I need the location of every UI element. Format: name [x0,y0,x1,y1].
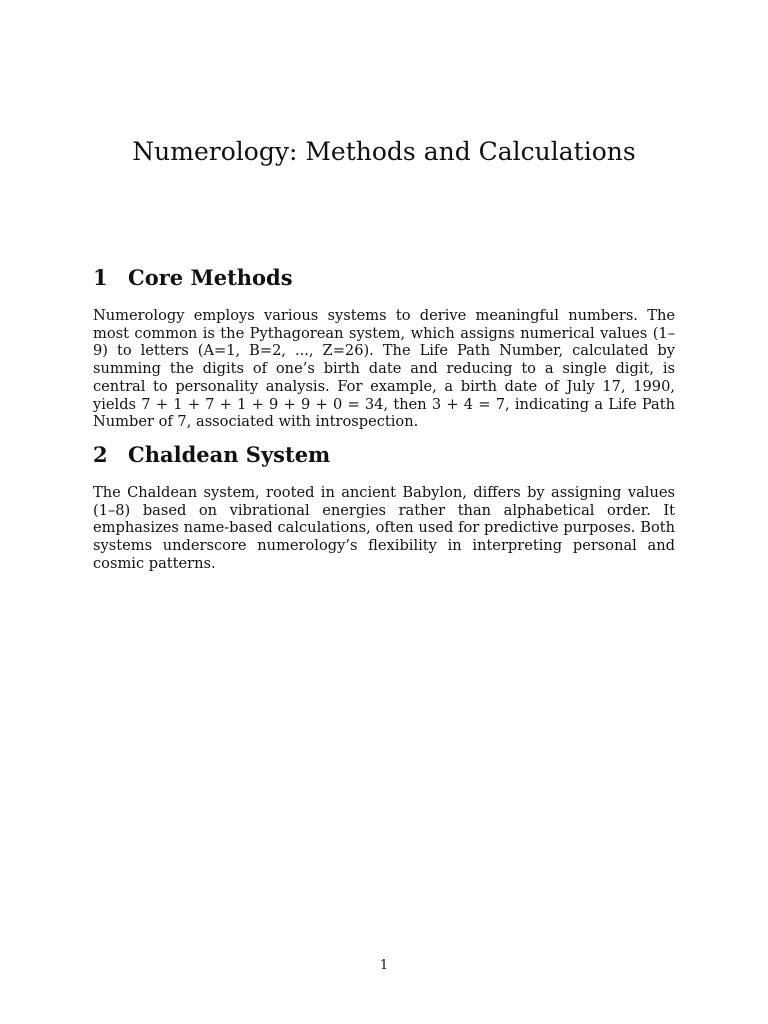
section-title: Chaldean System [128,442,331,467]
section-paragraph-core-methods [93,307,675,431]
paragraph-text: , then [383,395,432,413]
section-number: 1 [93,265,108,290]
page-title: Numerology: Methods and Calculations [132,137,636,166]
section-heading-core-methods [93,264,293,292]
section-title: Core Methods [128,265,293,290]
section-paragraph-chaldean-system: The Chaldean system, rooted in ancient Babylon, differs by assigning values (1–8) based on vibrational energies rather than alphabetical order. It emphasizes name-based calculations, often used for predictive purposes. Both systems underscore numerology’s flexibility in interpreting personal and cosmic patterns. [93,484,675,572]
math-expression-reduction: 3 + 4 = 7 [431,395,506,413]
page-number: 1 [379,958,389,973]
paragraph-text: Numerology employs various systems to derive meaningful numbers. The most common is the Pythagorean system, which assigns numerical values (1–9) to letters (A=1, B=2, ..., Z=26). The Life Path Number, calculated by summing the digits of one’s birth date and reducing to a single digit, is central to personality analysis. For example, a birth date of July 17, 1990, yields [93,307,675,413]
math-expression-digit-sum: 7 + 1 + 7 + 1 + 9 + 9 + 0 = 34 [141,395,384,413]
section-heading-chaldean-system [93,441,330,469]
section-number: 2 [93,442,108,467]
paragraph-text: , indicating a Life Path Number of 7, associated with introspection. [93,395,675,431]
